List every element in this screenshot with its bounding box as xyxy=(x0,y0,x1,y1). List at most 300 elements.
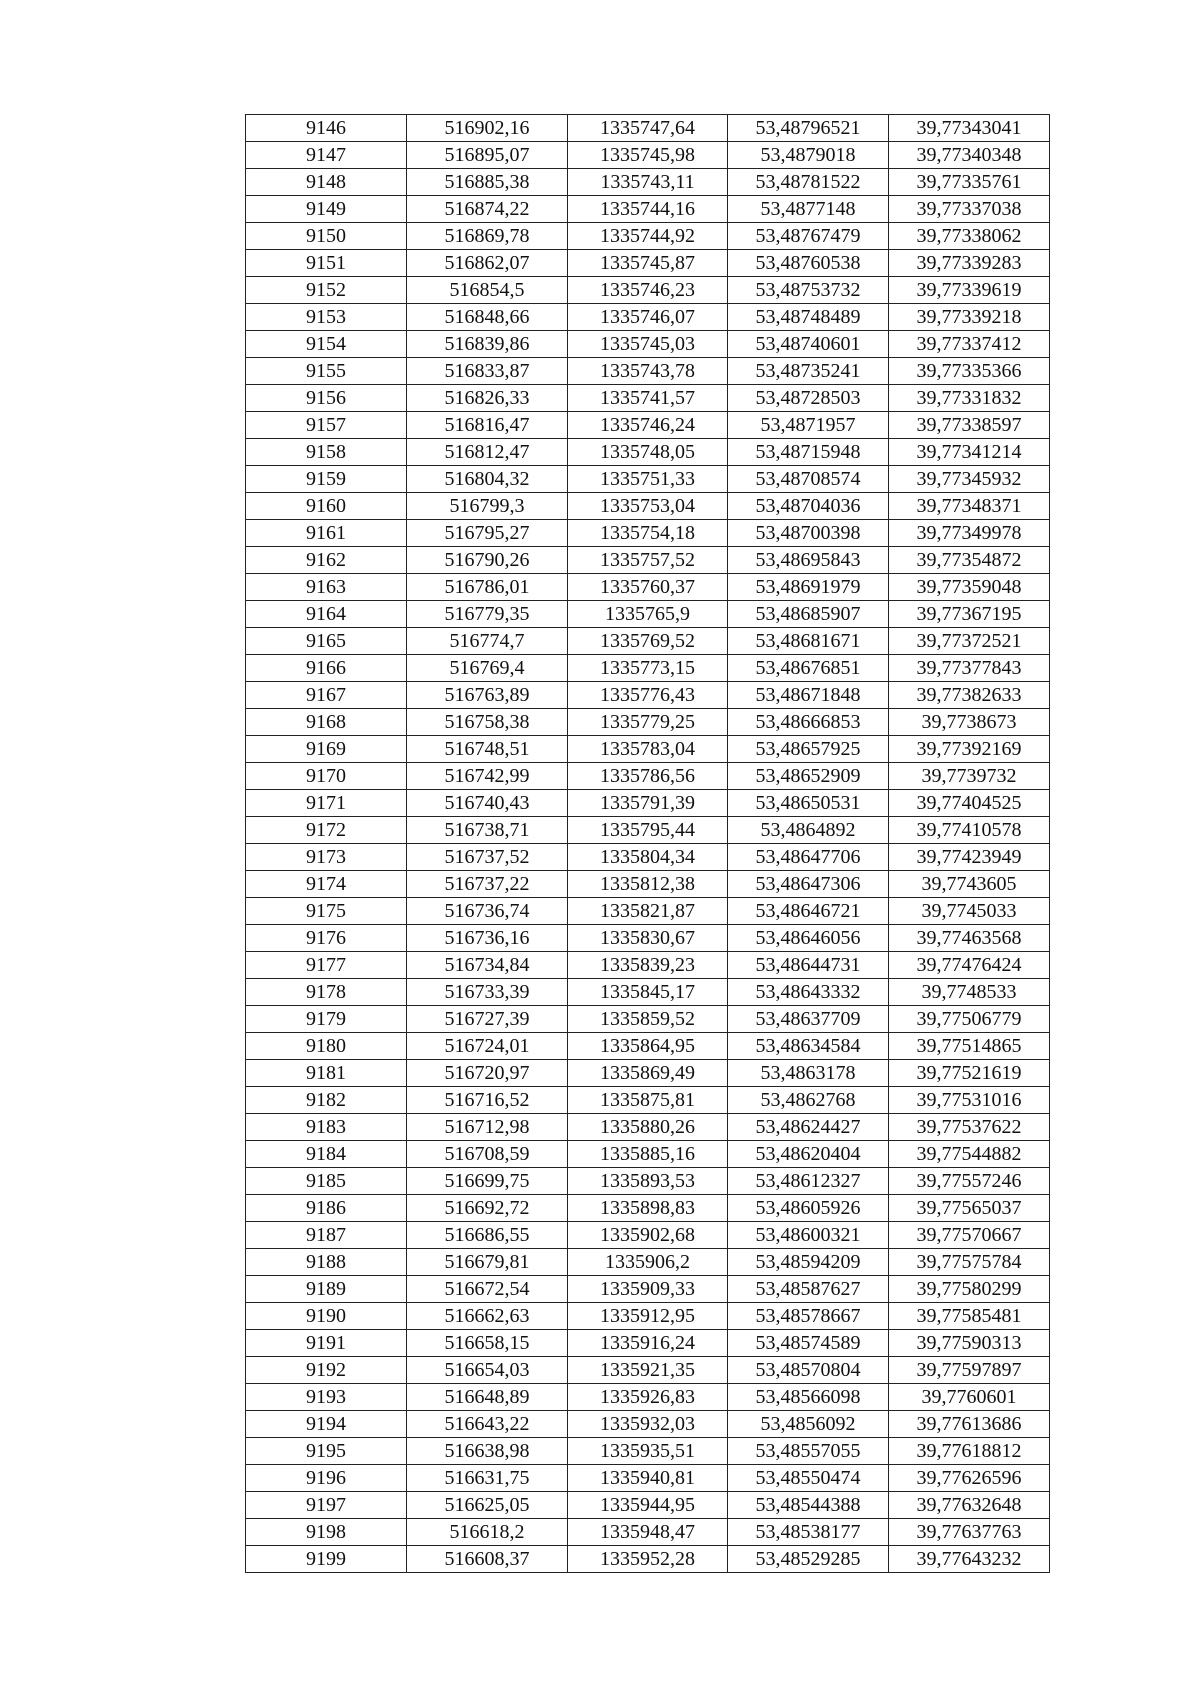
y-coordinate-cell: 1335812,38 xyxy=(568,871,728,898)
point-number-cell: 9148 xyxy=(246,169,407,196)
latitude-cell: 53,4862768 xyxy=(728,1087,889,1114)
point-number-cell: 9193 xyxy=(246,1384,407,1411)
point-number-cell: 9197 xyxy=(246,1492,407,1519)
x-coordinate-cell: 516874,22 xyxy=(407,196,568,223)
y-coordinate-cell: 1335743,78 xyxy=(568,358,728,385)
table-row xyxy=(246,466,1050,493)
table-row xyxy=(246,736,1050,763)
longitude-cell: 39,77463568 xyxy=(889,925,1050,952)
x-coordinate-cell: 516740,43 xyxy=(407,790,568,817)
x-coordinate-cell: 516692,72 xyxy=(407,1195,568,1222)
point-number-cell: 9151 xyxy=(246,250,407,277)
point-number-cell: 9186 xyxy=(246,1195,407,1222)
x-coordinate-cell: 516795,27 xyxy=(407,520,568,547)
x-coordinate-cell: 516638,98 xyxy=(407,1438,568,1465)
x-coordinate-cell: 516699,75 xyxy=(407,1168,568,1195)
point-number-cell: 9176 xyxy=(246,925,407,952)
y-coordinate-cell: 1335875,81 xyxy=(568,1087,728,1114)
table-row xyxy=(246,709,1050,736)
latitude-cell: 53,48570804 xyxy=(728,1357,889,1384)
x-coordinate-cell: 516720,97 xyxy=(407,1060,568,1087)
x-coordinate-cell: 516769,4 xyxy=(407,655,568,682)
latitude-cell: 53,48557055 xyxy=(728,1438,889,1465)
x-coordinate-cell: 516672,54 xyxy=(407,1276,568,1303)
y-coordinate-cell: 1335779,25 xyxy=(568,709,728,736)
longitude-cell: 39,77382633 xyxy=(889,682,1050,709)
longitude-cell: 39,77337412 xyxy=(889,331,1050,358)
y-coordinate-cell: 1335869,49 xyxy=(568,1060,728,1087)
latitude-cell: 53,48753732 xyxy=(728,277,889,304)
latitude-cell: 53,48637709 xyxy=(728,1006,889,1033)
table-row xyxy=(246,331,1050,358)
longitude-cell: 39,77349978 xyxy=(889,520,1050,547)
latitude-cell: 53,4877148 xyxy=(728,196,889,223)
longitude-cell: 39,77585481 xyxy=(889,1303,1050,1330)
point-number-cell: 9177 xyxy=(246,952,407,979)
coordinates-table xyxy=(245,114,1050,1573)
point-number-cell: 9184 xyxy=(246,1141,407,1168)
latitude-cell: 53,48646056 xyxy=(728,925,889,952)
latitude-cell: 53,48612327 xyxy=(728,1168,889,1195)
table-row xyxy=(246,223,1050,250)
y-coordinate-cell: 1335944,95 xyxy=(568,1492,728,1519)
x-coordinate-cell: 516738,71 xyxy=(407,817,568,844)
point-number-cell: 9153 xyxy=(246,304,407,331)
y-coordinate-cell: 1335747,64 xyxy=(568,115,728,142)
table-row xyxy=(246,1384,1050,1411)
x-coordinate-cell: 516812,47 xyxy=(407,439,568,466)
point-number-cell: 9146 xyxy=(246,115,407,142)
x-coordinate-cell: 516786,01 xyxy=(407,574,568,601)
y-coordinate-cell: 1335754,18 xyxy=(568,520,728,547)
latitude-cell: 53,48708574 xyxy=(728,466,889,493)
y-coordinate-cell: 1335921,35 xyxy=(568,1357,728,1384)
point-number-cell: 9150 xyxy=(246,223,407,250)
table-row xyxy=(246,520,1050,547)
y-coordinate-cell: 1335765,9 xyxy=(568,601,728,628)
x-coordinate-cell: 516618,2 xyxy=(407,1519,568,1546)
latitude-cell: 53,48620404 xyxy=(728,1141,889,1168)
point-number-cell: 9156 xyxy=(246,385,407,412)
longitude-cell: 39,77570667 xyxy=(889,1222,1050,1249)
longitude-cell: 39,77404525 xyxy=(889,790,1050,817)
y-coordinate-cell: 1335909,33 xyxy=(568,1276,728,1303)
y-coordinate-cell: 1335839,23 xyxy=(568,952,728,979)
x-coordinate-cell: 516804,32 xyxy=(407,466,568,493)
longitude-cell: 39,7760601 xyxy=(889,1384,1050,1411)
longitude-cell: 39,77345932 xyxy=(889,466,1050,493)
point-number-cell: 9185 xyxy=(246,1168,407,1195)
x-coordinate-cell: 516869,78 xyxy=(407,223,568,250)
y-coordinate-cell: 1335744,16 xyxy=(568,196,728,223)
y-coordinate-cell: 1335748,05 xyxy=(568,439,728,466)
table-row xyxy=(246,979,1050,1006)
point-number-cell: 9149 xyxy=(246,196,407,223)
x-coordinate-cell: 516862,07 xyxy=(407,250,568,277)
x-coordinate-cell: 516848,66 xyxy=(407,304,568,331)
latitude-cell: 53,48685907 xyxy=(728,601,889,628)
longitude-cell: 39,77410578 xyxy=(889,817,1050,844)
latitude-cell: 53,48781522 xyxy=(728,169,889,196)
y-coordinate-cell: 1335757,52 xyxy=(568,547,728,574)
longitude-cell: 39,77618812 xyxy=(889,1438,1050,1465)
longitude-cell: 39,77626596 xyxy=(889,1465,1050,1492)
x-coordinate-cell: 516833,87 xyxy=(407,358,568,385)
table-row xyxy=(246,844,1050,871)
table-row xyxy=(246,763,1050,790)
point-number-cell: 9195 xyxy=(246,1438,407,1465)
table-row xyxy=(246,1114,1050,1141)
table-row xyxy=(246,439,1050,466)
longitude-cell: 39,77514865 xyxy=(889,1033,1050,1060)
x-coordinate-cell: 516774,7 xyxy=(407,628,568,655)
x-coordinate-cell: 516779,35 xyxy=(407,601,568,628)
x-coordinate-cell: 516712,98 xyxy=(407,1114,568,1141)
latitude-cell: 53,48650531 xyxy=(728,790,889,817)
y-coordinate-cell: 1335898,83 xyxy=(568,1195,728,1222)
x-coordinate-cell: 516643,22 xyxy=(407,1411,568,1438)
latitude-cell: 53,48700398 xyxy=(728,520,889,547)
y-coordinate-cell: 1335795,44 xyxy=(568,817,728,844)
table-row xyxy=(246,1438,1050,1465)
point-number-cell: 9169 xyxy=(246,736,407,763)
coordinates-table-body xyxy=(246,115,1050,1573)
point-number-cell: 9164 xyxy=(246,601,407,628)
table-row xyxy=(246,1492,1050,1519)
y-coordinate-cell: 1335935,51 xyxy=(568,1438,728,1465)
point-number-cell: 9191 xyxy=(246,1330,407,1357)
y-coordinate-cell: 1335773,15 xyxy=(568,655,728,682)
table-row xyxy=(246,574,1050,601)
point-number-cell: 9181 xyxy=(246,1060,407,1087)
point-number-cell: 9173 xyxy=(246,844,407,871)
point-number-cell: 9183 xyxy=(246,1114,407,1141)
y-coordinate-cell: 1335932,03 xyxy=(568,1411,728,1438)
x-coordinate-cell: 516648,89 xyxy=(407,1384,568,1411)
y-coordinate-cell: 1335783,04 xyxy=(568,736,728,763)
latitude-cell: 53,48538177 xyxy=(728,1519,889,1546)
point-number-cell: 9188 xyxy=(246,1249,407,1276)
table-row xyxy=(246,493,1050,520)
y-coordinate-cell: 1335751,33 xyxy=(568,466,728,493)
point-number-cell: 9199 xyxy=(246,1546,407,1573)
point-number-cell: 9175 xyxy=(246,898,407,925)
table-row xyxy=(246,1411,1050,1438)
longitude-cell: 39,77341214 xyxy=(889,439,1050,466)
latitude-cell: 53,48647706 xyxy=(728,844,889,871)
table-row xyxy=(246,1168,1050,1195)
y-coordinate-cell: 1335744,92 xyxy=(568,223,728,250)
x-coordinate-cell: 516737,22 xyxy=(407,871,568,898)
table-row xyxy=(246,1060,1050,1087)
latitude-cell: 53,48760538 xyxy=(728,250,889,277)
point-number-cell: 9166 xyxy=(246,655,407,682)
y-coordinate-cell: 1335885,16 xyxy=(568,1141,728,1168)
y-coordinate-cell: 1335745,98 xyxy=(568,142,728,169)
point-number-cell: 9154 xyxy=(246,331,407,358)
table-row xyxy=(246,817,1050,844)
longitude-cell: 39,77359048 xyxy=(889,574,1050,601)
longitude-cell: 39,77367195 xyxy=(889,601,1050,628)
x-coordinate-cell: 516736,16 xyxy=(407,925,568,952)
latitude-cell: 53,48740601 xyxy=(728,331,889,358)
table-row xyxy=(246,1033,1050,1060)
y-coordinate-cell: 1335745,87 xyxy=(568,250,728,277)
point-number-cell: 9179 xyxy=(246,1006,407,1033)
table-row xyxy=(246,169,1050,196)
latitude-cell: 53,48647306 xyxy=(728,871,889,898)
longitude-cell: 39,77339619 xyxy=(889,277,1050,304)
latitude-cell: 53,48657925 xyxy=(728,736,889,763)
x-coordinate-cell: 516631,75 xyxy=(407,1465,568,1492)
longitude-cell: 39,77338062 xyxy=(889,223,1050,250)
table-row xyxy=(246,547,1050,574)
longitude-cell: 39,77537622 xyxy=(889,1114,1050,1141)
table-row xyxy=(246,898,1050,925)
table-row xyxy=(246,1249,1050,1276)
point-number-cell: 9190 xyxy=(246,1303,407,1330)
longitude-cell: 39,77392169 xyxy=(889,736,1050,763)
latitude-cell: 53,48529285 xyxy=(728,1546,889,1573)
latitude-cell: 53,48796521 xyxy=(728,115,889,142)
table-row xyxy=(246,196,1050,223)
longitude-cell: 39,77331832 xyxy=(889,385,1050,412)
latitude-cell: 53,48605926 xyxy=(728,1195,889,1222)
table-row xyxy=(246,1222,1050,1249)
longitude-cell: 39,77335366 xyxy=(889,358,1050,385)
y-coordinate-cell: 1335741,57 xyxy=(568,385,728,412)
x-coordinate-cell: 516708,59 xyxy=(407,1141,568,1168)
longitude-cell: 39,77476424 xyxy=(889,952,1050,979)
table-row xyxy=(246,115,1050,142)
x-coordinate-cell: 516790,26 xyxy=(407,547,568,574)
y-coordinate-cell: 1335804,34 xyxy=(568,844,728,871)
point-number-cell: 9172 xyxy=(246,817,407,844)
table-row xyxy=(246,277,1050,304)
latitude-cell: 53,48715948 xyxy=(728,439,889,466)
latitude-cell: 53,48671848 xyxy=(728,682,889,709)
point-number-cell: 9194 xyxy=(246,1411,407,1438)
table-row xyxy=(246,1330,1050,1357)
x-coordinate-cell: 516839,86 xyxy=(407,331,568,358)
table-row xyxy=(246,628,1050,655)
latitude-cell: 53,48666853 xyxy=(728,709,889,736)
y-coordinate-cell: 1335906,2 xyxy=(568,1249,728,1276)
latitude-cell: 53,48681671 xyxy=(728,628,889,655)
point-number-cell: 9182 xyxy=(246,1087,407,1114)
x-coordinate-cell: 516799,3 xyxy=(407,493,568,520)
table-row xyxy=(246,1303,1050,1330)
longitude-cell: 39,7739732 xyxy=(889,763,1050,790)
y-coordinate-cell: 1335760,37 xyxy=(568,574,728,601)
point-number-cell: 9147 xyxy=(246,142,407,169)
y-coordinate-cell: 1335893,53 xyxy=(568,1168,728,1195)
point-number-cell: 9189 xyxy=(246,1276,407,1303)
y-coordinate-cell: 1335859,52 xyxy=(568,1006,728,1033)
point-number-cell: 9187 xyxy=(246,1222,407,1249)
latitude-cell: 53,48652909 xyxy=(728,763,889,790)
y-coordinate-cell: 1335791,39 xyxy=(568,790,728,817)
longitude-cell: 39,77340348 xyxy=(889,142,1050,169)
table-row xyxy=(246,925,1050,952)
x-coordinate-cell: 516763,89 xyxy=(407,682,568,709)
table-row xyxy=(246,1357,1050,1384)
x-coordinate-cell: 516742,99 xyxy=(407,763,568,790)
latitude-cell: 53,48644731 xyxy=(728,952,889,979)
longitude-cell: 39,77343041 xyxy=(889,115,1050,142)
table-row xyxy=(246,1141,1050,1168)
latitude-cell: 53,48594209 xyxy=(728,1249,889,1276)
table-row xyxy=(246,1465,1050,1492)
longitude-cell: 39,77565037 xyxy=(889,1195,1050,1222)
latitude-cell: 53,48587627 xyxy=(728,1276,889,1303)
latitude-cell: 53,48676851 xyxy=(728,655,889,682)
latitude-cell: 53,4879018 xyxy=(728,142,889,169)
y-coordinate-cell: 1335830,67 xyxy=(568,925,728,952)
longitude-cell: 39,77597897 xyxy=(889,1357,1050,1384)
latitude-cell: 53,48728503 xyxy=(728,385,889,412)
y-coordinate-cell: 1335746,24 xyxy=(568,412,728,439)
point-number-cell: 9196 xyxy=(246,1465,407,1492)
point-number-cell: 9170 xyxy=(246,763,407,790)
point-number-cell: 9192 xyxy=(246,1357,407,1384)
longitude-cell: 39,77643232 xyxy=(889,1546,1050,1573)
latitude-cell: 53,48566098 xyxy=(728,1384,889,1411)
longitude-cell: 39,7748533 xyxy=(889,979,1050,1006)
x-coordinate-cell: 516662,63 xyxy=(407,1303,568,1330)
point-number-cell: 9163 xyxy=(246,574,407,601)
x-coordinate-cell: 516885,38 xyxy=(407,169,568,196)
x-coordinate-cell: 516737,52 xyxy=(407,844,568,871)
point-number-cell: 9158 xyxy=(246,439,407,466)
longitude-cell: 39,77338597 xyxy=(889,412,1050,439)
latitude-cell: 53,48624427 xyxy=(728,1114,889,1141)
x-coordinate-cell: 516724,01 xyxy=(407,1033,568,1060)
longitude-cell: 39,77348371 xyxy=(889,493,1050,520)
point-number-cell: 9157 xyxy=(246,412,407,439)
point-number-cell: 9161 xyxy=(246,520,407,547)
latitude-cell: 53,4871957 xyxy=(728,412,889,439)
x-coordinate-cell: 516736,74 xyxy=(407,898,568,925)
point-number-cell: 9178 xyxy=(246,979,407,1006)
table-row xyxy=(246,1546,1050,1573)
y-coordinate-cell: 1335864,95 xyxy=(568,1033,728,1060)
x-coordinate-cell: 516727,39 xyxy=(407,1006,568,1033)
longitude-cell: 39,77337038 xyxy=(889,196,1050,223)
x-coordinate-cell: 516733,39 xyxy=(407,979,568,1006)
x-coordinate-cell: 516826,33 xyxy=(407,385,568,412)
x-coordinate-cell: 516902,16 xyxy=(407,115,568,142)
y-coordinate-cell: 1335743,11 xyxy=(568,169,728,196)
x-coordinate-cell: 516679,81 xyxy=(407,1249,568,1276)
longitude-cell: 39,77377843 xyxy=(889,655,1050,682)
point-number-cell: 9168 xyxy=(246,709,407,736)
x-coordinate-cell: 516734,84 xyxy=(407,952,568,979)
x-coordinate-cell: 516658,15 xyxy=(407,1330,568,1357)
table-row xyxy=(246,142,1050,169)
x-coordinate-cell: 516854,5 xyxy=(407,277,568,304)
latitude-cell: 53,48643332 xyxy=(728,979,889,1006)
x-coordinate-cell: 516716,52 xyxy=(407,1087,568,1114)
table-row xyxy=(246,871,1050,898)
table-row xyxy=(246,601,1050,628)
point-number-cell: 9160 xyxy=(246,493,407,520)
longitude-cell: 39,77521619 xyxy=(889,1060,1050,1087)
longitude-cell: 39,77506779 xyxy=(889,1006,1050,1033)
y-coordinate-cell: 1335745,03 xyxy=(568,331,728,358)
latitude-cell: 53,48550474 xyxy=(728,1465,889,1492)
latitude-cell: 53,48767479 xyxy=(728,223,889,250)
longitude-cell: 39,77423949 xyxy=(889,844,1050,871)
latitude-cell: 53,4856092 xyxy=(728,1411,889,1438)
latitude-cell: 53,48646721 xyxy=(728,898,889,925)
x-coordinate-cell: 516748,51 xyxy=(407,736,568,763)
x-coordinate-cell: 516895,07 xyxy=(407,142,568,169)
point-number-cell: 9152 xyxy=(246,277,407,304)
longitude-cell: 39,7743605 xyxy=(889,871,1050,898)
y-coordinate-cell: 1335912,95 xyxy=(568,1303,728,1330)
latitude-cell: 53,48544388 xyxy=(728,1492,889,1519)
x-coordinate-cell: 516608,37 xyxy=(407,1546,568,1573)
point-number-cell: 9155 xyxy=(246,358,407,385)
table-row xyxy=(246,304,1050,331)
longitude-cell: 39,77590313 xyxy=(889,1330,1050,1357)
longitude-cell: 39,77632648 xyxy=(889,1492,1050,1519)
latitude-cell: 53,48704036 xyxy=(728,493,889,520)
y-coordinate-cell: 1335821,87 xyxy=(568,898,728,925)
y-coordinate-cell: 1335776,43 xyxy=(568,682,728,709)
latitude-cell: 53,48695843 xyxy=(728,547,889,574)
latitude-cell: 53,4863178 xyxy=(728,1060,889,1087)
latitude-cell: 53,48574589 xyxy=(728,1330,889,1357)
point-number-cell: 9159 xyxy=(246,466,407,493)
latitude-cell: 53,48578667 xyxy=(728,1303,889,1330)
table-row xyxy=(246,1087,1050,1114)
table-row xyxy=(246,952,1050,979)
longitude-cell: 39,77613686 xyxy=(889,1411,1050,1438)
longitude-cell: 39,7738673 xyxy=(889,709,1050,736)
table-row xyxy=(246,412,1050,439)
table-row xyxy=(246,358,1050,385)
point-number-cell: 9174 xyxy=(246,871,407,898)
y-coordinate-cell: 1335746,07 xyxy=(568,304,728,331)
y-coordinate-cell: 1335845,17 xyxy=(568,979,728,1006)
y-coordinate-cell: 1335902,68 xyxy=(568,1222,728,1249)
longitude-cell: 39,77372521 xyxy=(889,628,1050,655)
y-coordinate-cell: 1335753,04 xyxy=(568,493,728,520)
table-row xyxy=(246,1195,1050,1222)
table-row xyxy=(246,1276,1050,1303)
longitude-cell: 39,7745033 xyxy=(889,898,1050,925)
table-row xyxy=(246,790,1050,817)
y-coordinate-cell: 1335880,26 xyxy=(568,1114,728,1141)
y-coordinate-cell: 1335926,83 xyxy=(568,1384,728,1411)
y-coordinate-cell: 1335769,52 xyxy=(568,628,728,655)
y-coordinate-cell: 1335940,81 xyxy=(568,1465,728,1492)
table-row xyxy=(246,682,1050,709)
point-number-cell: 9180 xyxy=(246,1033,407,1060)
latitude-cell: 53,48735241 xyxy=(728,358,889,385)
x-coordinate-cell: 516758,38 xyxy=(407,709,568,736)
y-coordinate-cell: 1335948,47 xyxy=(568,1519,728,1546)
y-coordinate-cell: 1335916,24 xyxy=(568,1330,728,1357)
point-number-cell: 9171 xyxy=(246,790,407,817)
latitude-cell: 53,48634584 xyxy=(728,1033,889,1060)
longitude-cell: 39,77575784 xyxy=(889,1249,1050,1276)
latitude-cell: 53,4864892 xyxy=(728,817,889,844)
y-coordinate-cell: 1335786,56 xyxy=(568,763,728,790)
table-row xyxy=(246,250,1050,277)
